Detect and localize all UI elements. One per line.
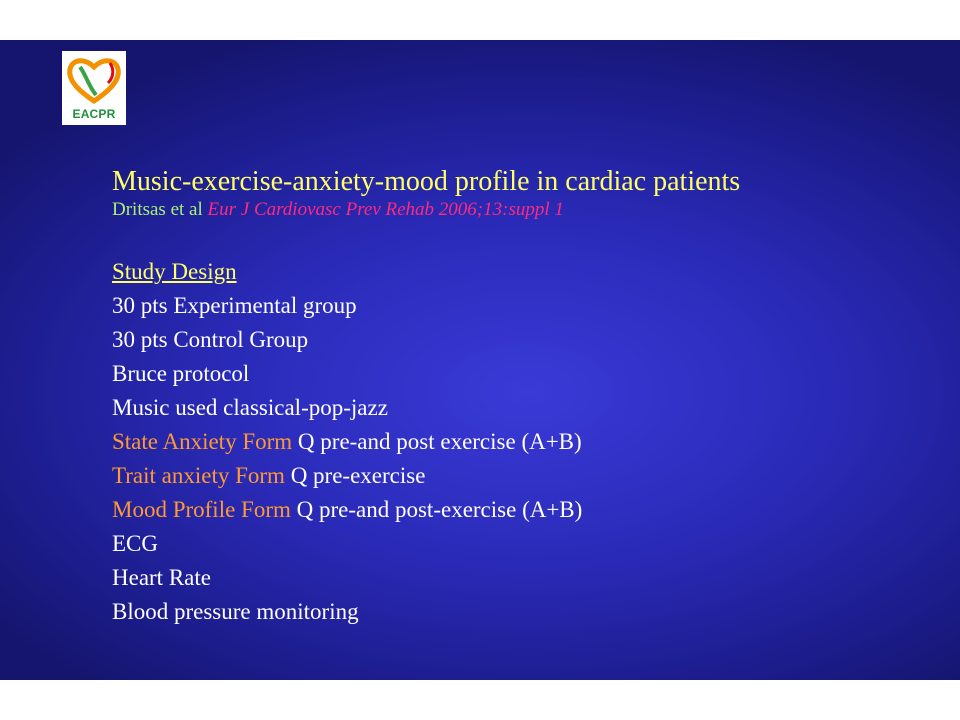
list-item-highlight: State Anxiety Form bbox=[112, 429, 293, 454]
list-item-text: 30 pts Control Group bbox=[112, 327, 309, 352]
citation-journal: Eur J Cardiovasc Prev Rehab 2006;13:suppl 1 bbox=[207, 199, 564, 220]
list-item-text: ECG bbox=[112, 531, 158, 556]
section-heading: Study Design bbox=[112, 259, 237, 284]
list-item bbox=[112, 391, 740, 425]
list-item-text: 30 pts Experimental group bbox=[112, 293, 357, 318]
list-item-highlight: Trait anxiety Form bbox=[112, 463, 285, 488]
list-item bbox=[112, 357, 740, 391]
list-item-text: Q pre-and post-exercise (A+B) bbox=[296, 497, 583, 522]
list-item bbox=[112, 289, 740, 323]
logo-text: EACPR bbox=[72, 107, 116, 121]
list-item bbox=[112, 527, 740, 561]
eacpr-logo bbox=[62, 51, 126, 125]
list-item-text: Bruce protocol bbox=[112, 361, 250, 386]
list-item-text: Heart Rate bbox=[112, 565, 211, 590]
slide-title: Music-exercise-anxiety-mood profile in cardiac patients bbox=[112, 166, 741, 197]
list-item bbox=[112, 459, 740, 493]
list-item bbox=[112, 561, 740, 595]
heart-icon bbox=[62, 51, 126, 111]
list-item bbox=[112, 323, 740, 357]
citation bbox=[112, 199, 740, 221]
list-item bbox=[112, 425, 740, 459]
list-item bbox=[112, 595, 740, 629]
list-item-highlight: Mood Profile Form bbox=[112, 497, 291, 522]
list-item bbox=[112, 493, 740, 527]
citation-authors: Dritsas et al bbox=[112, 199, 203, 220]
list-item-text: Music used classical-pop-jazz bbox=[112, 395, 388, 420]
study-design-list bbox=[112, 289, 740, 629]
list-item-text: Q pre-and post exercise (A+B) bbox=[297, 429, 582, 454]
slide-content bbox=[112, 165, 740, 629]
slide bbox=[0, 40, 960, 680]
list-item-text: Q pre-exercise bbox=[290, 463, 426, 488]
list-item-text: Blood pressure monitoring bbox=[112, 599, 359, 624]
